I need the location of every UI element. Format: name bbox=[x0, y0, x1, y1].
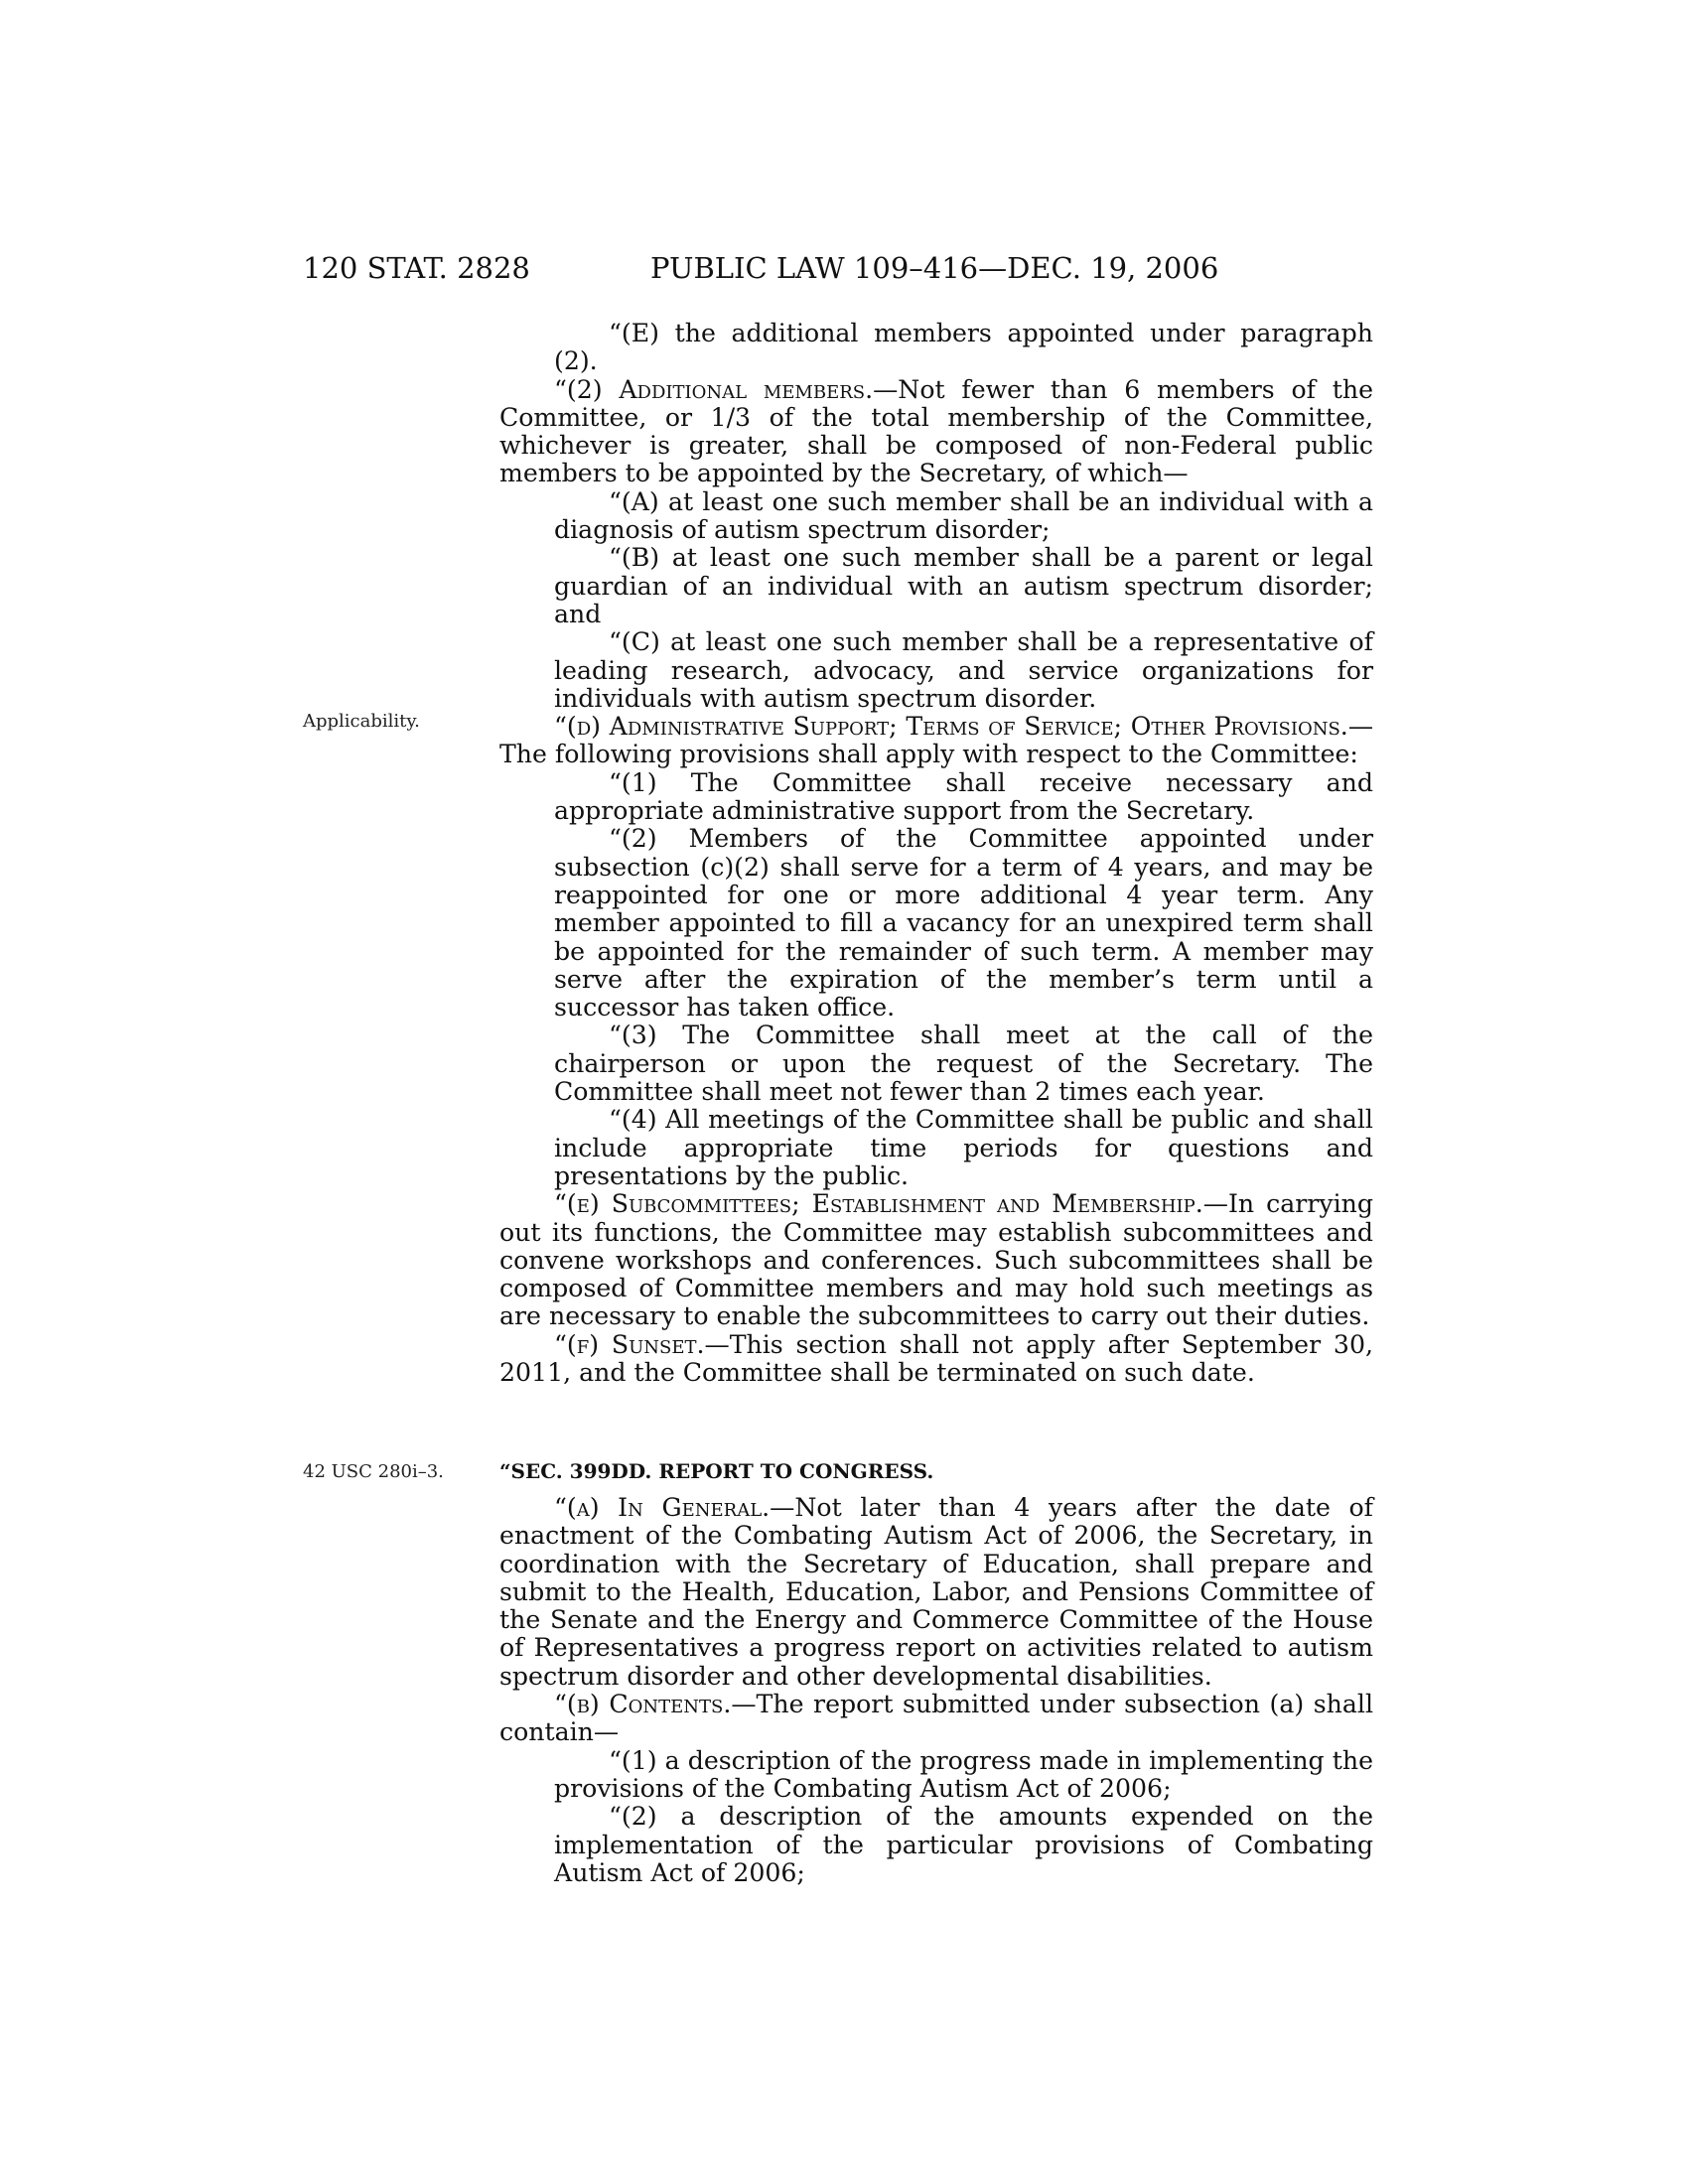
section-heading-399dd: “SEC. 399DD. REPORT TO CONGRESS. bbox=[499, 1459, 934, 1483]
heading-contents: “(b) Contents. bbox=[554, 1690, 732, 1719]
paragraph-c2A: “(A) at least one such member shall be an individual with a diagnosis of autism spectrum disorder; bbox=[554, 486, 1373, 545]
body-text-block-2 bbox=[499, 1494, 1373, 1887]
paragraph-399dd-b1: “(1) a description of the progress made in implementing the provisions of the Combating Autism Act of 2006; bbox=[554, 1745, 1373, 1803]
heading-additional-members: “(2) Additional members. bbox=[554, 374, 874, 404]
paragraph-f-body: —This section shall not apply after September 30, 2011, and the Committee shall be terminated on such date. bbox=[499, 1329, 1373, 1387]
heading-subcommittees: “(e) Subcommittees; Establishment and Membership. bbox=[554, 1189, 1203, 1219]
paragraph-c2-body: —Not fewer than 6 members of the Committee, or 1/3 of the total membership of the Committee, whichever is greater, shall be composed of non-Federal public members to be appointed by the Secretary, of which— bbox=[499, 374, 1373, 488]
paragraph-e-body: —In carrying out its functions, the Committee may establish subcommittees and convene workshops and conferences. Such subcommittees shall be composed of Committee members and may hold such meetings as are necessary to enable the subcommittees to carry out their duties. bbox=[499, 1189, 1373, 1331]
margin-note-applicability: Applicability. bbox=[303, 711, 420, 732]
paragraph-c2B: “(B) at least one such member shall be a parent or legal guardian of an individual with an autism spectrum disorder; and bbox=[554, 543, 1373, 628]
paragraph-c2 bbox=[499, 376, 1373, 488]
paragraph-399dd-a bbox=[499, 1494, 1373, 1691]
paragraph-399dd-a-body: —Not later than 4 years after the date of enactment of the Combating Autism Act of 2006, the Secretary, in coordination with the Secretary of Education, shall prepare and submit to the Health, Education, Labor, and Pensions Committee of the Senate and the Energy and Commerce Committee of the House of Representatives a progress report on activities related to autism spectrum disorder and other developmental disabilities. bbox=[499, 1493, 1373, 1691]
statute-page-number: 120 STAT. 2828 bbox=[303, 251, 530, 285]
heading-in-general: “(a) In General. bbox=[554, 1493, 771, 1522]
paragraph-d-body: —The following provisions shall apply with respect to the Committee: bbox=[499, 712, 1373, 769]
paragraph-e bbox=[499, 1190, 1373, 1330]
paragraph-c2C: “(C) at least one such member shall be a representative of leading research, advocacy, and service organizations for individuals with autism spectrum disorder. bbox=[554, 627, 1373, 713]
paragraph-d4: “(4) All meetings of the Committee shall be public and shall include appropriate time periods for questions and presentations by the public. bbox=[554, 1105, 1373, 1190]
paragraph-c1E: “(E) the additional members appointed under paragraph (2). bbox=[554, 319, 1373, 376]
paragraph-d2: “(2) Members of the Committee appointed under subsection (c)(2) shall serve for a term of 4 years, and may be reappointed for one or more additional 4 year term. Any member appointed to fill a vacancy for an unexpired term shall be appointed for the remainder of such term. A member may serve after the expiration of the member’s term until a successor has taken office. bbox=[554, 824, 1373, 1023]
running-header-title: PUBLIC LAW 109–416—DEC. 19, 2006 bbox=[650, 251, 1219, 285]
margin-note-usc-citation: 42 USC 280i–3. bbox=[303, 1461, 444, 1482]
paragraph-399dd-b2: “(2) a description of the amounts expended on the implementation of the particular provisions of Combating Autism Act of 2006; bbox=[554, 1802, 1373, 1887]
paragraph-d bbox=[499, 713, 1373, 769]
paragraph-399dd-b-body: —The report submitted under subsection (a) shall contain— bbox=[499, 1690, 1374, 1747]
paragraph-d1: “(1) The Committee shall receive necessary and appropriate administrative support from the Secretary. bbox=[554, 767, 1373, 826]
heading-administrative-support: “(d) Administrative Support; Terms of Service; Other Provisions. bbox=[554, 712, 1348, 742]
body-text-block-1 bbox=[499, 320, 1373, 1387]
paragraph-d3: “(3) The Committee shall meet at the call of the chairperson or upon the request of the Secretary. The Committee shall meet not fewer than 2 times each year. bbox=[554, 1021, 1373, 1107]
paragraph-399dd-b bbox=[499, 1691, 1373, 1747]
paragraph-f bbox=[499, 1331, 1373, 1388]
heading-sunset: “(f) Sunset. bbox=[554, 1329, 705, 1359]
